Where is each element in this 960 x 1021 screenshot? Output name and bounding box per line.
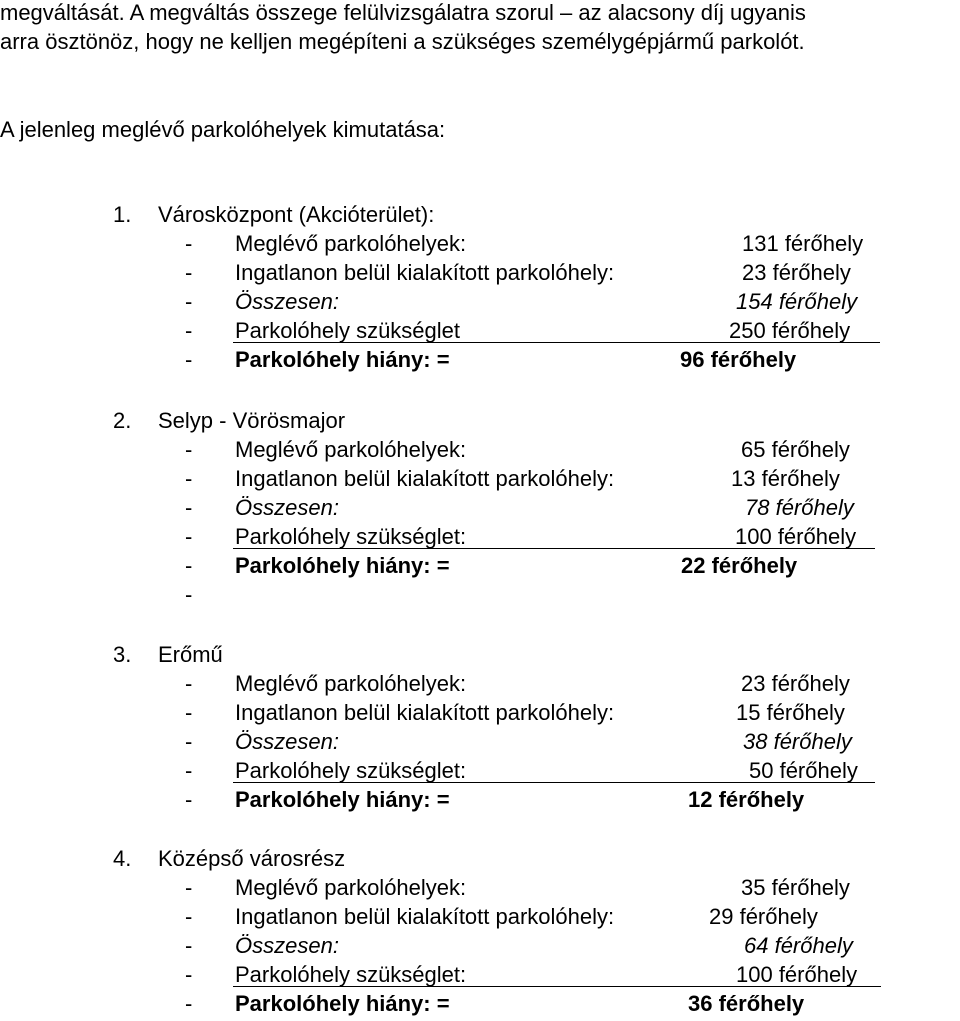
- row-label: Parkolóhely szükséglet: [235, 318, 461, 343]
- section-3-heading: [0, 641, 900, 669]
- dash: -: [185, 875, 193, 900]
- row-label: Összesen:: [235, 495, 339, 520]
- row-label: Ingatlanon belül kialakított parkolóhely:: [235, 260, 615, 285]
- underline: [233, 782, 875, 783]
- intro-line-2: arra ösztönöz, hogy ne kelljen megépíteni a szükséges személygépjármű parkolót.: [0, 29, 805, 54]
- row-total: [185, 288, 885, 316]
- intro-line-3: A jelenleg meglévő parkolóhelyek kimutatása:: [0, 117, 446, 142]
- row-value: 50 férőhely: [749, 758, 858, 783]
- section-title: Városközpont (Akcióterület):: [158, 202, 435, 227]
- section-title: Selyp - Vörösmajor: [158, 408, 346, 433]
- dash: -: [185, 933, 193, 958]
- dash: -: [185, 231, 193, 256]
- row-shortage: [185, 552, 885, 580]
- dash: -: [185, 582, 193, 607]
- row-label: Parkolóhely szükséglet:: [235, 524, 467, 549]
- section-number: 2.: [113, 408, 132, 433]
- row-label: Parkolóhely hiány: =: [235, 553, 450, 578]
- row-value: 38 férőhely: [743, 729, 852, 754]
- row-label: Meglévő parkolóhelyek:: [235, 671, 467, 696]
- row-label: Ingatlanon belül kialakított parkolóhely:: [235, 700, 615, 725]
- row-value: 78 férőhely: [745, 495, 854, 520]
- row-existing: [185, 436, 885, 464]
- row-shortage: [185, 346, 885, 374]
- dash: -: [185, 260, 193, 285]
- dash: -: [185, 318, 193, 343]
- row-label: Parkolóhely szükséglet:: [235, 962, 467, 987]
- dash: -: [185, 991, 193, 1016]
- section-1-heading: [0, 201, 900, 229]
- dash: -: [185, 495, 193, 520]
- row-empty: [185, 581, 885, 609]
- dash: -: [185, 347, 193, 372]
- row-requirement: [185, 317, 885, 345]
- row-label: Összesen:: [235, 729, 339, 754]
- row-value: 154 férőhely: [736, 289, 858, 314]
- row-total: [185, 494, 885, 522]
- row-value: 96 férőhely: [680, 347, 797, 372]
- row-label: Ingatlanon belül kialakított parkolóhely:: [235, 904, 615, 929]
- row-shortage: [185, 786, 885, 814]
- section-2-heading: [0, 407, 900, 435]
- section-title: Középső városrész: [158, 846, 346, 871]
- row-total: [185, 728, 885, 756]
- row-value: 100 férőhely: [735, 524, 857, 549]
- dash: -: [185, 524, 193, 549]
- dash: -: [185, 729, 193, 754]
- section-number: 4.: [113, 846, 132, 871]
- underline: [233, 342, 880, 343]
- row-requirement: [185, 523, 885, 551]
- row-label: Parkolóhely hiány: =: [235, 787, 450, 812]
- row-value: 23 férőhely: [741, 671, 850, 696]
- row-value: 13 férőhely: [731, 466, 840, 491]
- row-value: 12 férőhely: [688, 787, 805, 812]
- row-value: 65 férőhely: [741, 437, 850, 462]
- row-label: Összesen:: [235, 933, 339, 958]
- underline: [233, 548, 875, 549]
- row-value: 29 férőhely: [709, 904, 818, 929]
- row-label: Meglévő parkolóhelyek:: [235, 875, 467, 900]
- row-requirement: [185, 961, 885, 989]
- section-number: 1.: [113, 202, 132, 227]
- dash: -: [185, 553, 193, 578]
- row-value: 23 férőhely: [742, 260, 851, 285]
- underline: [233, 986, 881, 987]
- row-label: Meglévő parkolóhelyek:: [235, 437, 467, 462]
- row-inside: [185, 699, 885, 727]
- row-value: 35 férőhely: [741, 875, 850, 900]
- dash: -: [185, 671, 193, 696]
- section-number: 3.: [113, 642, 132, 667]
- dash: -: [185, 787, 193, 812]
- row-label: Parkolóhely szükséglet:: [235, 758, 467, 783]
- row-requirement: [185, 757, 885, 785]
- dash: -: [185, 437, 193, 462]
- dash: -: [185, 289, 193, 314]
- row-label: Parkolóhely hiány: =: [235, 991, 450, 1016]
- row-label: Összesen:: [235, 289, 339, 314]
- row-inside: [185, 465, 885, 493]
- row-value: 36 férőhely: [688, 991, 805, 1016]
- row-existing: [185, 230, 885, 258]
- row-value: 250 férőhely: [729, 318, 851, 343]
- row-existing: [185, 874, 885, 902]
- row-value: 64 férőhely: [744, 933, 853, 958]
- dash: -: [185, 962, 193, 987]
- section-title: Erőmű: [158, 642, 223, 667]
- row-existing: [185, 670, 885, 698]
- row-total: [185, 932, 885, 960]
- intro-line-1: megváltását. A megváltás összege felülvizsgálatra szorul – az alacsony díj ugyanis: [0, 0, 806, 25]
- row-inside: [185, 903, 885, 931]
- dash: -: [185, 904, 193, 929]
- row-value: 15 férőhely: [736, 700, 845, 725]
- row-value: 100 férőhely: [736, 962, 858, 987]
- row-label: Parkolóhely hiány: =: [235, 347, 450, 372]
- dash: -: [185, 758, 193, 783]
- dash: -: [185, 700, 193, 725]
- row-inside: [185, 259, 885, 287]
- row-value: 22 férőhely: [681, 553, 798, 578]
- row-shortage: [185, 990, 885, 1018]
- dash: -: [185, 466, 193, 491]
- row-label: Meglévő parkolóhelyek:: [235, 231, 467, 256]
- row-label: Ingatlanon belül kialakított parkolóhely:: [235, 466, 615, 491]
- section-4-heading: [0, 845, 900, 873]
- row-value: 131 férőhely: [742, 231, 864, 256]
